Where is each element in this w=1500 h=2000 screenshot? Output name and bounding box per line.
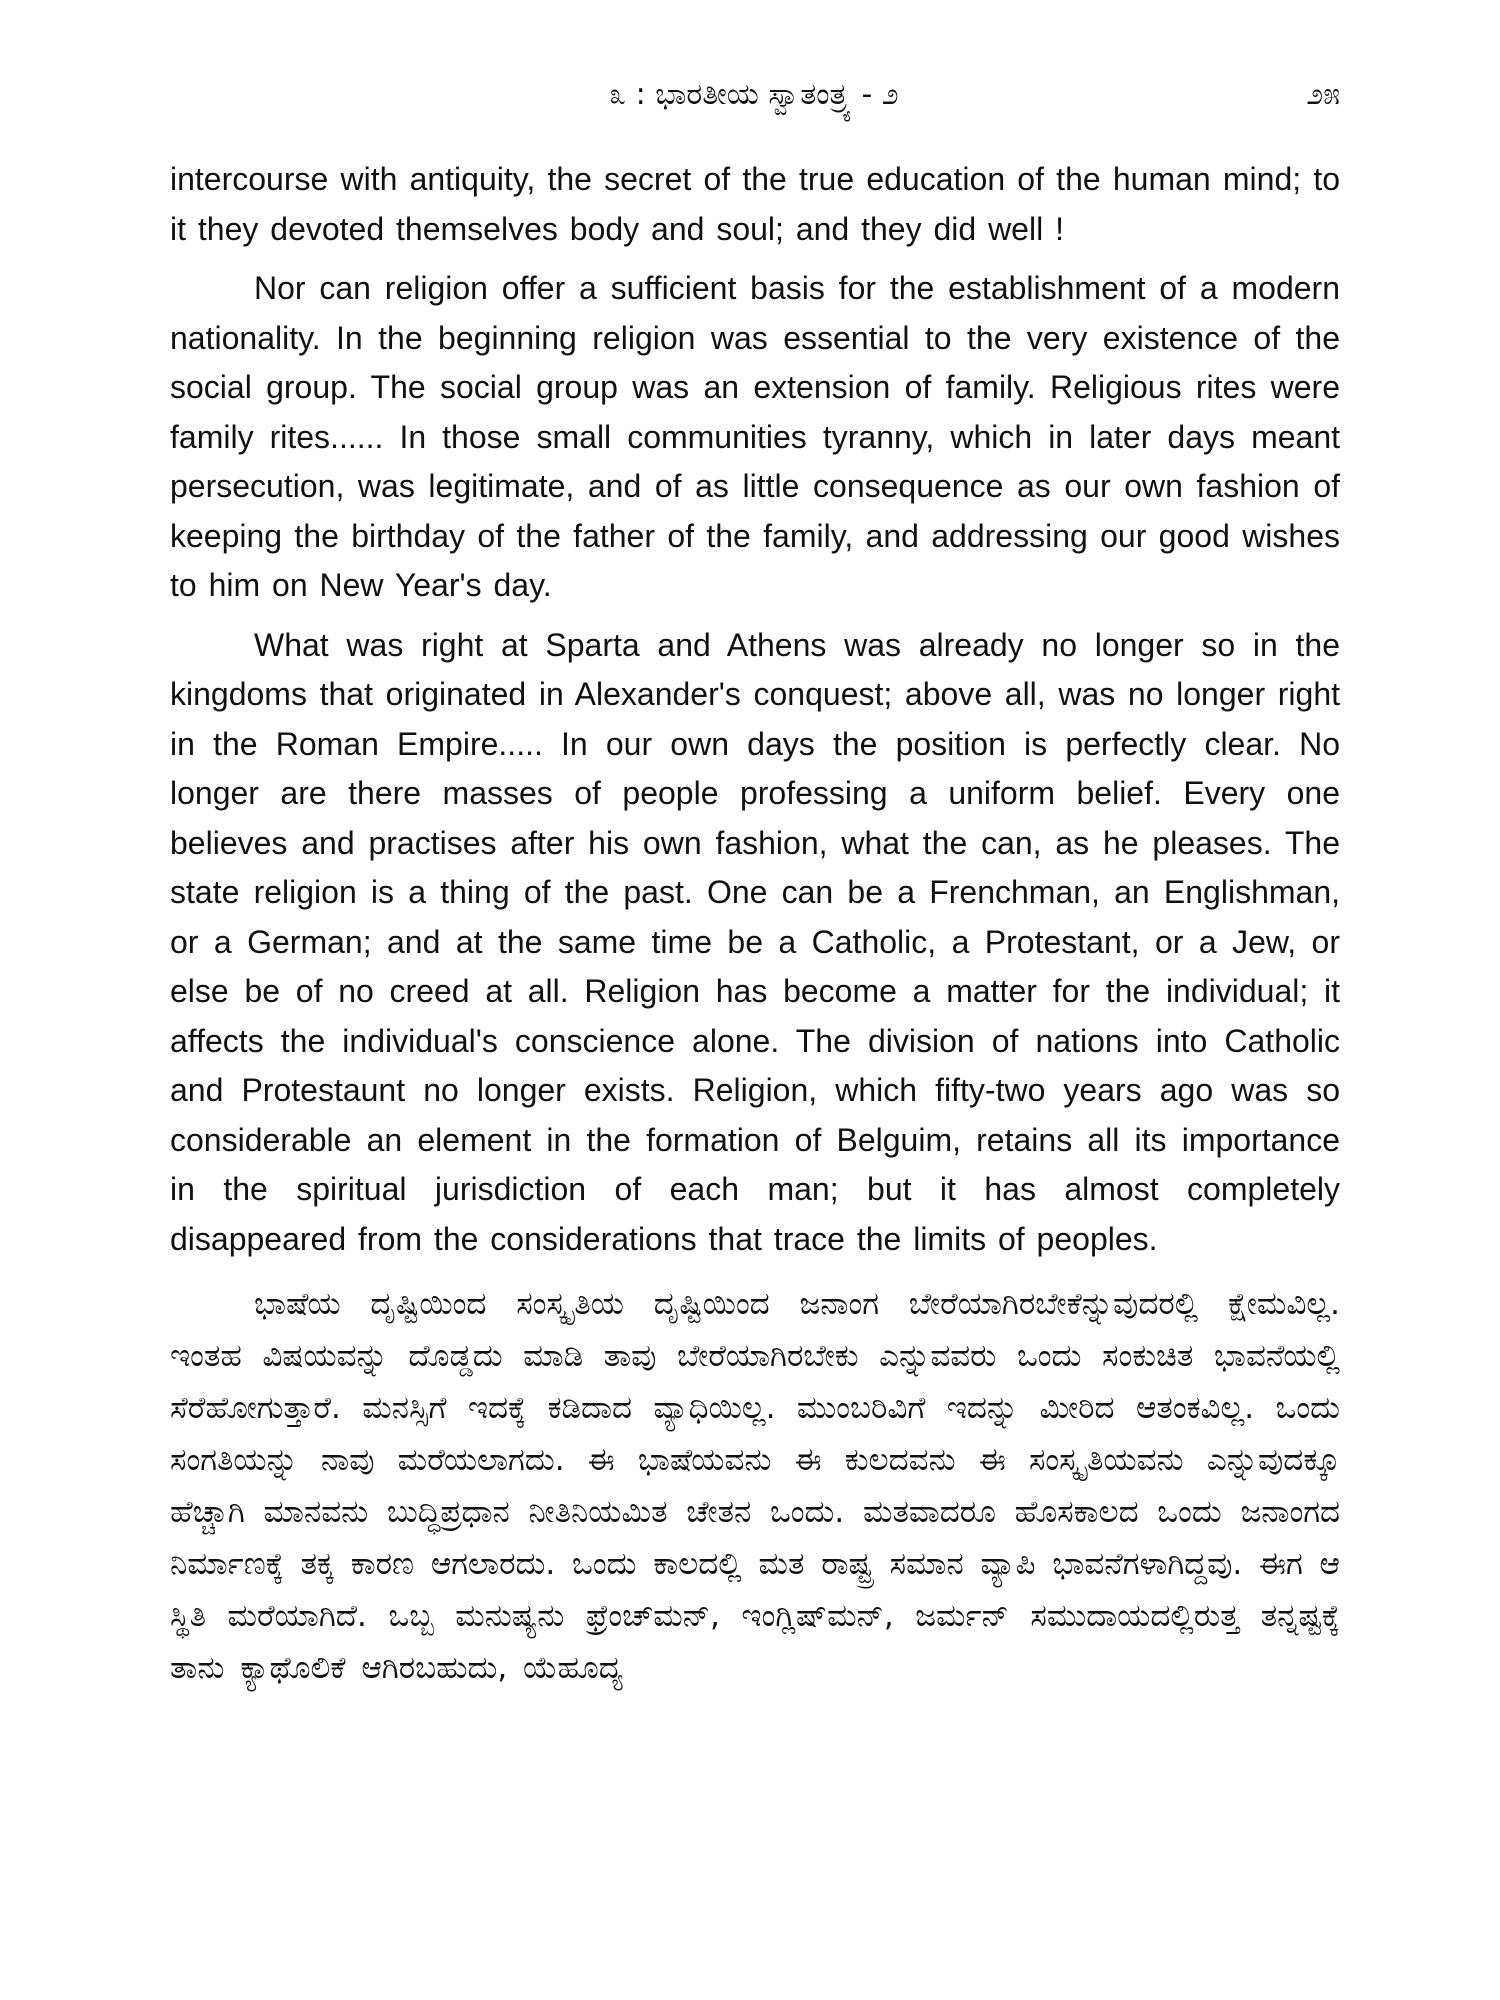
running-title: ೩ : ಭಾರತೀಯ ಸ್ವಾತಂತ್ರ್ಯ - ೨: [609, 77, 899, 112]
paragraph-religion: Nor can religion offer a sufficient basis for the establishment of a modern nationality. In the beginning religion was essential to the very existence of the social group. The social group was an extension of family. Religious rites were family rites...... In those small communities tyranny, which in later days meant persecution, was legitimate, and of as little consequence as our own fashion of keeping the birthday of the father of the family, and addressing our good wishes to him on New Year's day.: [170, 270, 1340, 603]
paragraph-sparta-athens: What was right at Sparta and Athens was already no longer so in the kingdoms that originated in Alexander's conquest; above all, was no longer right in the Roman Empire..... In our own days the position is perfectly clear. No longer are there masses of people professing a uniform belief. Every one believes and practises after his own fashion, what the can, as he pleases. The state religion is a thing of the past. One can be a Frenchman, an Englishman, or a German; and at the same time be a Catholic, a Protestant, or a Jew, or else be of no creed at all. Religion has become a matter for the individual; it affects the individual's conscience alone. The division of nations into Catholic and Protestaunt no longer exists. Religion, which fifty-two years ago was so considerable an element in the formation of Belguim, retains all its importance in the spiritual jurisdiction of each man; but it has almost completely disappeared from the considerations that trace the limits of peoples.: [170, 626, 1340, 1257]
paragraph-kannada: ಭಾಷೆಯ ದೃಷ್ಟಿಯಿಂದ ಸಂಸ್ಕೃತಿಯ ದೃಷ್ಟಿಯಿಂದ ಜನಾಂಗ ಬೇರೆಯಾಗಿರಬೇಕೆನ್ನುವುದರಲ್ಲಿ ಕ್ಷೇಮವಿಲ್ಲ. ಇಂತಹ ವಿಷಯವನ್ನು ದೊಡ್ಡದು ಮಾಡಿ ತಾವು ಬೇರೆಯಾಗಿರಬೇಕು ಎನ್ನುವವರು ಒಂದು ಸಂಕುಚಿತ ಭಾವನೆಯಲ್ಲಿ ಸೆರೆಹೋಗುತ್ತಾರೆ. ಮನಸ್ಸಿಗೆ ಇದಕ್ಕೆ ಕಡಿದಾದ ವ್ಯಾಧಿಯಿಲ್ಲ. ಮುಂಬರಿವಿಗೆ ಇದನ್ನು ಮೀರಿದ ಆತಂಕವಿಲ್ಲ. ಒಂದು ಸಂಗತಿಯನ್ನು ನಾವು ಮರೆಯಲಾಗದು. ಈ ಭಾಷೆಯವನು ಈ ಕುಲದವನು ಈ ಸಂಸ್ಕೃತಿಯವನು ಎನ್ನುವುದಕ್ಕೂ ಹೆಚ್ಚಾಗಿ ಮಾನವನು ಬುದ್ಧಿಪ್ರಧಾನ ನೀತಿನಿಯಮಿತ ಚೇತನ ಒಂದು. ಮತವಾದರೂ ಹೊಸಕಾಲದ ಒಂದು ಜನಾಂಗದ ನಿರ್ಮಾಣಕ್ಕೆ ತಕ್ಕ ಕಾರಣ ಆಗಲಾರದು. ಒಂದು ಕಾಲದಲ್ಲಿ ಮತ ರಾಷ್ಟ್ರ ಸಮಾನ ವ್ಯಾಪಿ ಭಾವನೆಗಳಾಗಿದ್ದವು. ಈಗ ಆ ಸ್ಥಿತಿ ಮರೆಯಾಗಿದೆ. ಒಬ್ಬ ಮನುಷ್ಯನು ಫ್ರೆಂಚ್‌ಮನ್, ಇಂಗ್ಲಿಷ್‌ಮನ್, ಜರ್ಮನ್ ಸಮುದಾಯದಲ್ಲಿರುತ್ತ ತನ್ನಷ್ಟಕ್ಕೆ ತಾನು ಕ್ಯಾಥೊಲಿಕೆ ಆಗಿರಬಹುದು, ಯೆಹೂದ್ಯ: [170, 1286, 1340, 1686]
page-number: ೨೫: [1306, 77, 1340, 112]
body-text: [170, 155, 1340, 1704]
paragraph-continuation: intercourse with antiquity, the secret of the true education of the human mind; to it they devoted themselves body and soul; and they did well !: [170, 161, 1340, 247]
running-header: [168, 70, 1340, 120]
